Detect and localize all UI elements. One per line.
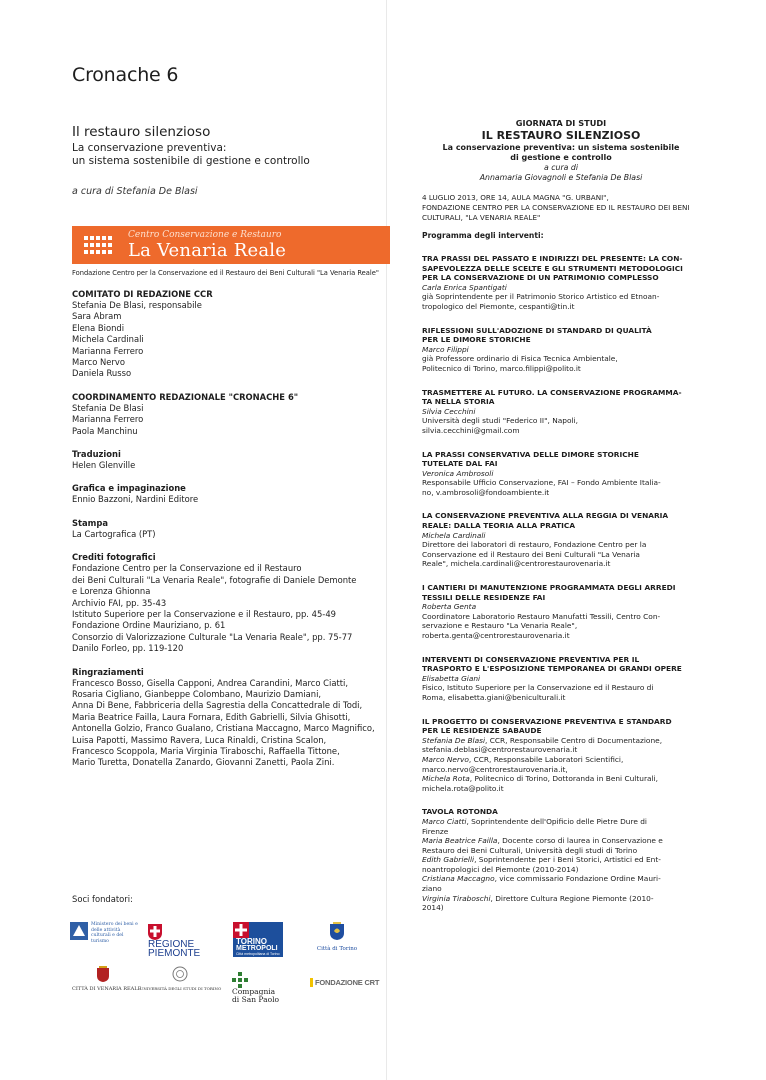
credits-line: dei Beni Culturali "La Venaria Reale", fotografie di Daniele Demonte bbox=[72, 574, 357, 585]
talk-title: LA PRASSI CONSERVATIVA DELLE DIMORE STORICHE TUTELATE DAL FAI bbox=[422, 449, 639, 469]
talk-title: INTERVENTI DI CONSERVAZIONE PREVENTIVA PER IL TRASPORTO E L'ESPOSIZIONE TEMPORANEA DI GRANDI OPERE bbox=[422, 654, 682, 674]
series-title: Cronache 6 bbox=[72, 64, 179, 86]
participant-entry bbox=[422, 874, 698, 893]
participant-entry bbox=[422, 736, 698, 755]
participant-name: Virginia Tiraboschi bbox=[422, 893, 491, 903]
participant-role: , Docente corso di laurea in Conservazione e Restauro dei Beni Culturali, Università degli studi di Torino bbox=[422, 836, 663, 855]
credits-line: Marianna Ferrero bbox=[72, 414, 144, 425]
torino-crest-icon bbox=[330, 922, 344, 940]
participant-name: Cristiana Maccagno bbox=[422, 874, 495, 884]
book-title: Il restauro silenzioso bbox=[72, 124, 211, 140]
event-curators bbox=[436, 163, 686, 183]
credits-line: Luisa Papotti, Massimo Ravera, Luca Rinaldi, Cristina Scalon, bbox=[72, 734, 327, 745]
participant-name: Maria Beatrice Failla bbox=[422, 836, 498, 846]
talk-title: I CANTIERI DI MANUTENZIONE PROGRAMMATA DEGLI ARREDI TESSILI DELLE RESIDENZE FAI bbox=[422, 583, 676, 602]
torino-text-2: METROPOLI bbox=[236, 945, 278, 952]
credits-block-heading: Stampa bbox=[72, 517, 109, 528]
talk-affiliation: Università degli studi "Federico II", Napoli, silvia.cecchini@gmail.com bbox=[422, 416, 578, 435]
talk-title: LA CONSERVAZIONE PREVENTIVA ALLA REGGIA DI VENARIA REALE: DALLA TEORIA ALLA PRATICA bbox=[422, 511, 669, 531]
credits-block-heading: Crediti fotografici bbox=[72, 552, 156, 563]
credits-line: Paola Manchinu bbox=[72, 425, 138, 436]
participant-name: Marco Ciatti bbox=[422, 816, 467, 826]
credits-line: Francesco Scoppola, Maria Virginia Tiraboschi, Raffaella Tittone, bbox=[72, 745, 340, 756]
event-title: IL RESTAURO SILENZIOSO bbox=[481, 129, 641, 142]
talk-item bbox=[422, 388, 698, 436]
curators-names: Annamaria Giovagnoli e Stefania De Blasi bbox=[479, 173, 643, 182]
unito-text: UNIVERSITÀ DEGLI STUDI DI TORINO bbox=[140, 986, 222, 991]
talk-speaker: Michela Cardinali bbox=[422, 530, 486, 540]
banner-small-text: Centro Conservazione e Restauro bbox=[128, 229, 282, 240]
talk-item bbox=[422, 326, 698, 374]
ccr-logo-icon bbox=[84, 234, 118, 256]
event-header bbox=[436, 118, 686, 183]
credits-blocks bbox=[72, 289, 392, 769]
tavola-rotonda-section bbox=[422, 807, 698, 913]
talk-item bbox=[422, 655, 698, 703]
regione-text-2: PIEMONTE bbox=[148, 948, 201, 959]
san-paolo-text-1: Compagnia bbox=[232, 987, 276, 996]
participant-role: , CCR, Responsabile Centro di Documentazione, stefania.deblasi@centrorestaurovenaria.it bbox=[422, 735, 663, 755]
venaria-crest-icon bbox=[97, 966, 109, 982]
torino-text-1: TORINO bbox=[236, 937, 267, 946]
credits-block-heading: COORDINAMENTO REDAZIONALE "CRONACHE 6" bbox=[72, 391, 299, 402]
event-date-place bbox=[422, 193, 698, 223]
credits-line: Francesco Bosso, Gisella Capponi, Andrea Carandini, Marco Ciatti, bbox=[72, 677, 349, 688]
torino-text-3: Città metropolitana di Torino bbox=[236, 952, 280, 956]
talk-speaker: Roberta Genta bbox=[422, 602, 477, 612]
citta-torino-text: Città di Torino bbox=[316, 946, 358, 952]
event-subtitle bbox=[436, 143, 686, 163]
talk-title: RIFLESSIONI SULL'ADOZIONE DI STANDARD DI QUALITÀ PER LE DIMORE STORICHE bbox=[422, 325, 652, 345]
tavola-entries bbox=[422, 817, 698, 913]
talk-affiliation: Responsabile Ufficio Conservazione, FAI – Fondo Ambiente Italia- no, v.ambrosoli@fondoambiente.it bbox=[422, 478, 661, 497]
credits-line: Rosaria Cigliano, Gianbeppe Colombano, Maurizio Damiani, bbox=[72, 688, 322, 699]
participant-entry bbox=[422, 774, 698, 793]
credits-line: Anna Di Bene, Fabbriceria della Sagrestia della Concattedrale di Todi, bbox=[72, 700, 363, 711]
credits-line: Helen Glenville bbox=[72, 460, 136, 471]
compagnia-san-paolo-logo bbox=[232, 972, 279, 1004]
banner-big-text: La Venaria Reale bbox=[128, 239, 287, 261]
soci-label: Soci fondatori: bbox=[72, 894, 133, 904]
talk-affiliation: Fisico, Istituto Superiore per la Conservazione ed il Restauro di Roma, elisabetta.giani@beniculturali.it bbox=[422, 683, 654, 702]
credits-line: Archivio FAI, pp. 35-43 bbox=[72, 597, 167, 608]
banner-text bbox=[128, 231, 286, 260]
credits-line: Elena Biondi bbox=[72, 322, 125, 333]
credits-line: Antonella Golzio, Franco Gualano, Cristiana Maccagno, Marco Magnifico, bbox=[72, 723, 375, 734]
book-editor: a cura di Stefania De Blasi bbox=[72, 186, 198, 197]
credits-line: Daniela Russo bbox=[72, 368, 132, 379]
credits-line: Maria Beatrice Failla, Laura Fornara, Edith Gabrielli, Silvia Ghisotti, bbox=[72, 711, 351, 722]
unito-logo bbox=[140, 966, 220, 991]
talk-speaker: Veronica Ambrosoli bbox=[422, 468, 494, 478]
mibact-text: Ministero dei beni e delle attività culturali e del turismo bbox=[91, 922, 138, 944]
book-subtitle bbox=[72, 142, 392, 168]
participant-name: Edith Gabrielli bbox=[422, 855, 475, 865]
date-line: CULTURALI, "LA VENARIA REALE" bbox=[422, 213, 541, 222]
participant-name: Michela Rota bbox=[422, 774, 470, 784]
tavola-rotonda-title: TAVOLA ROTONDA bbox=[422, 807, 498, 817]
citta-venaria-logo bbox=[72, 966, 142, 992]
credits-block bbox=[72, 392, 392, 437]
credits-block bbox=[72, 552, 392, 654]
event-subtitle-line: di gestione e controllo bbox=[510, 153, 612, 162]
credits-line: e Lorenza Ghionna bbox=[72, 586, 151, 597]
venaria-banner bbox=[72, 226, 390, 264]
crt-text: FONDAZIONE CRT bbox=[310, 978, 379, 987]
talk-item bbox=[422, 511, 698, 569]
credits-line: Ennio Bazzoni, Nardini Editore bbox=[72, 494, 199, 505]
participant-role: , Soprintendente dell'Opificio delle Pietre Dure di Firenze bbox=[422, 816, 647, 836]
venaria-text: CITTÀ DI VENARIA REALE bbox=[72, 986, 142, 992]
progetto-title: IL PROGETTO DI CONSERVAZIONE PREVENTIVA E STANDARD PER LE RESIDENZE SABAUDE bbox=[422, 716, 672, 736]
credits-block-heading: Traduzioni bbox=[72, 449, 121, 460]
curated-label: a cura di bbox=[543, 163, 579, 172]
credits-line: Istituto Superiore per la Conservazione e il Restauro, pp. 45-49 bbox=[72, 608, 336, 619]
san-paolo-text-2: di San Paolo bbox=[232, 995, 280, 1004]
fondazione-crt-logo bbox=[310, 978, 379, 987]
participant-entry bbox=[422, 817, 698, 836]
founders-logos bbox=[70, 922, 380, 1004]
torino-metropoli-logo bbox=[233, 922, 283, 957]
participant-role: , Soprintendente per i Beni Storici, Artistici ed Ent- noantropologici del Piemonte (2010-2014) bbox=[422, 855, 661, 874]
credits-line: Marco Nervo bbox=[72, 357, 125, 368]
foundation-name: Fondazione Centro per la Conservazione ed il Restauro dei Beni Culturali "La Venaria Reale" bbox=[72, 269, 379, 277]
talk-affiliation: già Soprintendente per il Patrimonio Storico Artistico ed Etnoan- tropologico del Piemonte, cespanti@tin.it bbox=[422, 292, 660, 311]
participant-entry bbox=[422, 836, 698, 855]
colophon-column bbox=[72, 64, 392, 769]
participant-entry bbox=[422, 755, 698, 774]
mibact-emblem-icon bbox=[70, 922, 88, 940]
credits-block bbox=[72, 289, 392, 380]
mibact-logo bbox=[70, 922, 140, 944]
participant-entry bbox=[422, 855, 698, 874]
credits-block bbox=[72, 667, 392, 769]
credits-line: Fondazione Centro per la Conservazione ed il Restauro bbox=[72, 563, 302, 574]
progetto-section bbox=[422, 717, 698, 794]
talk-item bbox=[422, 254, 698, 312]
credits-line: Marianna Ferrero bbox=[72, 345, 144, 356]
credits-block bbox=[72, 483, 392, 505]
event-type: GIORNATA DI STUDI bbox=[515, 118, 607, 128]
credits-line: Fondazione Ordine Mauriziano, p. 61 bbox=[72, 620, 226, 631]
book-subtitle-line: La conservazione preventiva: bbox=[72, 142, 227, 154]
date-line: FONDAZIONE CENTRO PER LA CONSERVAZIONE ED IL RESTAURO DEI BENI bbox=[422, 203, 690, 212]
talk-speaker: Marco Filippi bbox=[422, 344, 469, 354]
talk-speaker: Carla Enrica Spantigati bbox=[422, 282, 507, 292]
credits-block-heading: Grafica e impaginazione bbox=[72, 483, 186, 494]
participant-role: , Politecnico di Torino, Dottoranda in Beni Culturali, michela.rota@polito.it bbox=[422, 774, 658, 793]
regione-piemonte-logo bbox=[148, 924, 200, 958]
credits-block-heading: Ringraziamenti bbox=[72, 666, 144, 677]
participant-name: Marco Nervo bbox=[422, 754, 469, 764]
credits-line: Consorzio di Valorizzazione Culturale "La Venaria Reale", pp. 75-77 bbox=[72, 631, 353, 642]
talk-title: TRASMETTERE AL FUTURO. LA CONSERVAZIONE PROGRAMMA- TA NELLA STORIA bbox=[422, 387, 682, 407]
talk-speaker: Silvia Cecchini bbox=[422, 406, 476, 416]
credits-line: Sara Abram bbox=[72, 311, 122, 322]
torino-cross-icon bbox=[233, 922, 249, 938]
talk-affiliation: Direttore dei laboratori di restauro, Fondazione Centro per la Conservazione ed il Restauro dei Beni Culturali "La Venaria Reale", michela.cardinali@centrorestaurovenaria.it bbox=[422, 540, 647, 569]
talk-item bbox=[422, 583, 698, 641]
credits-line: Danilo Forleo, pp. 119-120 bbox=[72, 643, 184, 654]
regione-shield-icon bbox=[148, 924, 162, 940]
participant-entry bbox=[422, 894, 698, 913]
credits-line: Michela Cardinali bbox=[72, 334, 144, 345]
event-subtitle-line: La conservazione preventiva: un sistema sostenibile bbox=[442, 143, 680, 152]
credits-line: Stefania De Blasi bbox=[72, 402, 144, 413]
participant-name: Stefania De Blasi bbox=[422, 735, 486, 745]
participant-role: , Direttore Cultura Regione Piemonte (2010- 2014) bbox=[422, 893, 654, 913]
participant-role: , CCR, Responsabile Laboratori Scientifici, marco.nervo@centrorestaurovenaria.it, bbox=[422, 754, 624, 774]
participant-role: , vice commissario Fondazione Ordine Mauri- ziano bbox=[422, 874, 661, 894]
talks-list bbox=[422, 254, 698, 703]
san-paolo-cross-icon bbox=[232, 972, 248, 988]
date-line: 4 LUGLIO 2013, ORE 14, AULA MAGNA "G. URBANI", bbox=[422, 193, 609, 202]
regione-text-1: REGIONE bbox=[148, 939, 195, 950]
book-subtitle-line: un sistema sostenibile di gestione e controllo bbox=[72, 155, 310, 167]
credits-line: Stefania De Blasi, responsabile bbox=[72, 300, 202, 310]
credits-line: Mario Turetta, Donatella Zanardo, Giovanni Zanetti, Paola Zini. bbox=[72, 757, 335, 768]
program-label: Programma degli interventi: bbox=[422, 231, 544, 240]
talk-affiliation: Coordinatore Laboratorio Restauro Manufatti Tessili, Centro Con- servazione e Restauro "La Venaria Reale", roberta.genta@centrorestaurovenaria.it bbox=[422, 611, 661, 640]
program-column bbox=[422, 118, 698, 913]
credits-block bbox=[72, 449, 392, 471]
talk-affiliation: già Professore ordinario di Fisica Tecnica Ambientale, Politecnico di Torino, marco.filippi@polito.it bbox=[422, 354, 618, 373]
talk-title: TRA PRASSI DEL PASSATO E INDIRIZZI DEL PRESENTE: LA CON- SAPEVOLEZZA DELLE SCELTE E GLI STRUMENTI METODOLOGICI PER LA CONSERVAZIONE DI UN PATRIMONIO COMPLESSO bbox=[422, 254, 683, 283]
credits-block bbox=[72, 518, 392, 540]
credits-block-heading: COMITATO DI REDAZIONE CCR bbox=[72, 289, 213, 299]
citta-torino-logo bbox=[312, 922, 362, 952]
progetto-entries bbox=[422, 736, 698, 794]
talk-speaker: Elisabetta Giani bbox=[422, 673, 481, 683]
unito-seal-icon bbox=[172, 966, 188, 982]
credits-line: La Cartografica (PT) bbox=[72, 528, 156, 539]
talk-item bbox=[422, 450, 698, 498]
